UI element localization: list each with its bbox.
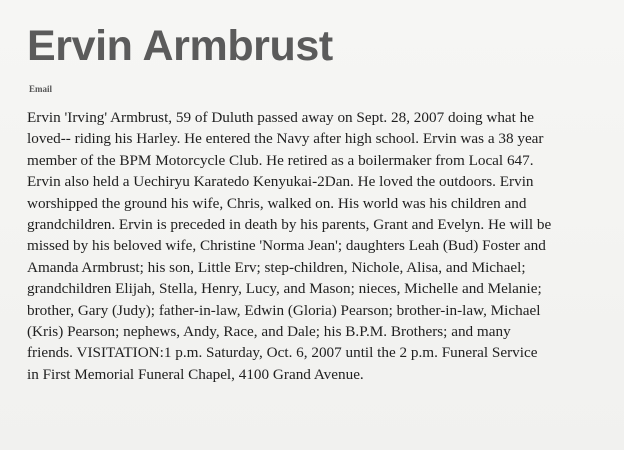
page-title: Ervin Armbrust [27,22,333,70]
obituary-body-text: Ervin 'Irving' Armbrust, 59 of Duluth passed away on Sept. 28, 2007 doing what he loved-- riding his Harley. He entered the Navy after high school. Ervin was a 38 year member of the BPM Motorcycle Club. He retired as a boilermaker from Local 647. Ervin also held a Uechiryu Karatedo Kenyukai-2Dan. He loved the outdoors. Ervin worshipped the ground his wife, Chris, walked on. His world was his children and grandchildren. Ervin is preceded in death by his parents, Grant and Evelyn. He will be missed by his beloved wife, Christine 'Norma Jean'; daughters Leah (Bud) Foster and Amanda Armbrust; his son, Little Erv; step-children, Nichole, Alisa, and Michael; grandchildren Elijah, Stella, Henry, Lucy, and Mason; nieces, Michelle and Melanie; brother, Gary (Judy); father-in-law, Edwin (Gloria) Pearson; brother-in-law, Michael (Kris) Pearson; nephews, Andy, Race, and Dale; his B.P.M. Brothers; and many friends. VISITATION:1 p.m. Saturday, Oct. 6, 2007 until the 2 p.m. Funeral Service in First Memorial Funeral Chapel, 4100 Grand Avenue. [27,109,552,383]
email-link[interactable]: Email [29,84,53,94]
